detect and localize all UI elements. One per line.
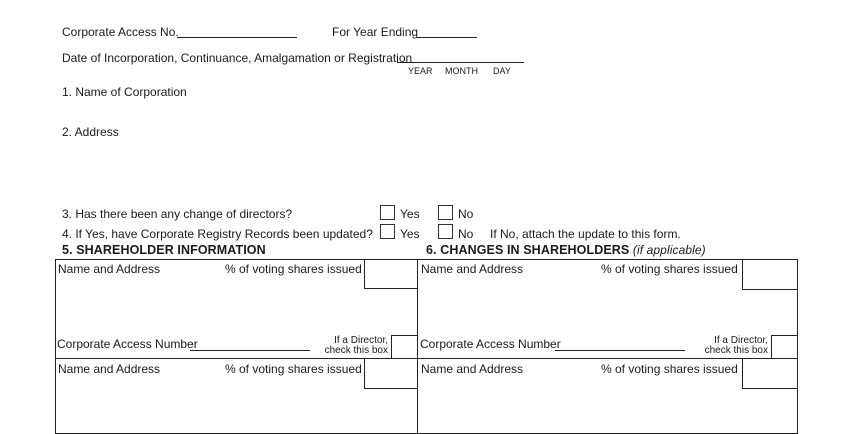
- right-voting-shares-label-2: % of voting shares issued: [601, 362, 738, 376]
- right-director-checkbox[interactable]: [771, 335, 798, 359]
- left-name-and-address-label: Name and Address: [58, 262, 161, 276]
- left-director-label: [318, 336, 388, 356]
- right-name-and-address-label-2: Name and Address: [421, 362, 524, 376]
- q4-no-label: No: [458, 227, 474, 241]
- changes-in-shareholders-heading: [426, 243, 706, 257]
- q4-no-checkbox[interactable]: [438, 224, 453, 239]
- year-caption: YEAR: [408, 66, 433, 76]
- for-year-ending-label: For Year Ending: [332, 25, 419, 39]
- q4-no-note: If No, attach the update to this form.: [490, 227, 681, 241]
- right-name-and-address-label: Name and Address: [421, 262, 524, 276]
- left-voting-shares-label-2: % of voting shares issued: [225, 362, 362, 376]
- corporate-access-no-field[interactable]: [177, 37, 297, 38]
- q3-no-label: No: [458, 207, 474, 221]
- left-name-and-address-label-2: Name and Address: [58, 362, 161, 376]
- right-voting-shares-label: % of voting shares issued: [601, 262, 738, 276]
- question-4-label: 4. If Yes, have Corporate Registry Records been updated?: [62, 227, 373, 241]
- month-caption: MONTH: [445, 66, 478, 76]
- right-corporate-access-number-label: Corporate Access Number: [420, 337, 561, 351]
- q3-yes-checkbox[interactable]: [380, 205, 395, 220]
- table-row-divider: [55, 358, 798, 359]
- date-of-incorporation-label: Date of Incorporation, Continuance, Amalgamation or Registration: [62, 51, 413, 65]
- left-director-label-line1: If a Director,: [334, 335, 388, 346]
- left-voting-shares-input[interactable]: [364, 259, 418, 289]
- day-caption: DAY: [493, 66, 511, 76]
- right-director-label-line1: If a Director,: [714, 335, 768, 346]
- left-voting-shares-label: % of voting shares issued: [225, 262, 362, 276]
- left-corporate-access-number-label: Corporate Access Number: [57, 337, 198, 351]
- date-of-incorporation-field[interactable]: [397, 62, 524, 63]
- q3-yes-label: Yes: [400, 207, 420, 221]
- left-corporate-access-number-field[interactable]: [190, 350, 310, 351]
- question-3-label: 3. Has there been any change of directors?: [62, 207, 293, 221]
- name-of-corporation-label: 1. Name of Corporation: [62, 85, 187, 99]
- for-year-ending-field[interactable]: [417, 37, 477, 38]
- right-corporate-access-number-field[interactable]: [555, 350, 685, 351]
- q4-yes-checkbox[interactable]: [380, 224, 395, 239]
- right-director-label: [698, 336, 768, 356]
- right-voting-shares-input-2[interactable]: [742, 358, 798, 389]
- address-label: 2. Address: [62, 125, 119, 139]
- corporate-access-no-label: Corporate Access No.: [62, 25, 179, 39]
- changes-heading-text: 6. CHANGES IN SHAREHOLDERS: [426, 243, 630, 257]
- right-director-label-line2: check this box: [704, 345, 768, 356]
- changes-heading-note: (if applicable): [632, 243, 706, 257]
- right-voting-shares-input[interactable]: [742, 259, 798, 290]
- left-director-checkbox[interactable]: [391, 335, 418, 359]
- q4-yes-label: Yes: [400, 227, 420, 241]
- q3-no-checkbox[interactable]: [438, 205, 453, 220]
- left-voting-shares-input-2[interactable]: [364, 358, 418, 389]
- left-director-label-line2: check this box: [324, 345, 388, 356]
- shareholder-information-heading: 5. SHAREHOLDER INFORMATION: [62, 243, 266, 257]
